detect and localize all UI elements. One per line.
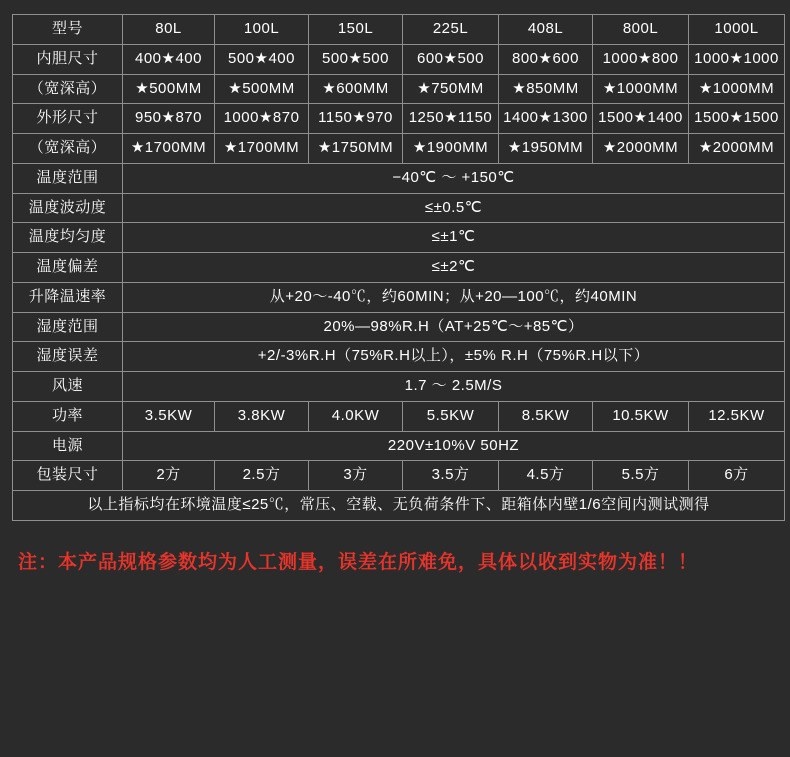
row-label-ramp-rate: 升降温速率 — [13, 282, 123, 312]
table-row-inner-dim-line1 — [13, 44, 785, 74]
header-model-5: 800L — [593, 15, 689, 45]
power-value-2: 4.0KW — [309, 401, 403, 431]
row-label-outer-dim-sub: （宽深高） — [13, 134, 123, 164]
power-value-1: 3.8KW — [215, 401, 309, 431]
package-value-3: 3.5方 — [403, 461, 499, 491]
row-value-power-supply: 220V±10%V 50HZ — [123, 431, 785, 461]
outer-dim-2-line1: 1150★970 — [309, 104, 403, 134]
table-row-humidity-error — [13, 342, 785, 372]
table-row-temp-fluctuation — [13, 193, 785, 223]
table-note-text: 以上指标均在环境温度≤25℃，常压、空载、无负荷条件下、距箱体内壁1/6空间内测试测得 — [13, 491, 785, 521]
table-row-wind-speed — [13, 372, 785, 402]
table-row-outer-dim-line2 — [13, 134, 785, 164]
inner-dim-4-line2: ★850MM — [499, 74, 593, 104]
outer-dim-5-line1: 1500★1400 — [593, 104, 689, 134]
header-model-6: 1000L — [689, 15, 785, 45]
row-value-temp-range: −40℃ ～ +150℃ — [123, 163, 785, 193]
power-value-0: 3.5KW — [123, 401, 215, 431]
outer-dim-4-line2: ★1950MM — [499, 134, 593, 164]
inner-dim-0-line1: 400★400 — [123, 44, 215, 74]
table-row-power — [13, 401, 785, 431]
power-value-5: 10.5KW — [593, 401, 689, 431]
inner-dim-2-line2: ★600MM — [309, 74, 403, 104]
inner-dim-6-line1: 1000★1000 — [689, 44, 785, 74]
row-label-humidity-range: 湿度范围 — [13, 312, 123, 342]
package-value-6: 6方 — [689, 461, 785, 491]
outer-dim-6-line1: 1500★1500 — [689, 104, 785, 134]
inner-dim-3-line2: ★750MM — [403, 74, 499, 104]
row-label-temp-range: 温度范围 — [13, 163, 123, 193]
header-model-4: 408L — [499, 15, 593, 45]
inner-dim-2-line1: 500★500 — [309, 44, 403, 74]
table-row-ramp-rate — [13, 282, 785, 312]
row-label-outer-dim: 外形尺寸 — [13, 104, 123, 134]
table-row-header — [13, 15, 785, 45]
package-value-1: 2.5方 — [215, 461, 309, 491]
footer-warning-text: 注：本产品规格参数均为人工测量，误差在所难免，具体以收到实物为准！！ — [18, 551, 699, 573]
outer-dim-4-line1: 1400★1300 — [499, 104, 593, 134]
inner-dim-6-line2: ★1000MM — [689, 74, 785, 104]
table-row-temp-range — [13, 163, 785, 193]
table-row-outer-dim-line1 — [13, 104, 785, 134]
row-label-temp-deviation: 温度偏差 — [13, 253, 123, 283]
outer-dim-1-line2: ★1700MM — [215, 134, 309, 164]
table-row-temp-deviation — [13, 253, 785, 283]
outer-dim-3-line2: ★1900MM — [403, 134, 499, 164]
outer-dim-3-line1: 1250★1150 — [403, 104, 499, 134]
inner-dim-4-line1: 800★600 — [499, 44, 593, 74]
power-value-6: 12.5KW — [689, 401, 785, 431]
package-value-5: 5.5方 — [593, 461, 689, 491]
table-row-temp-uniformity — [13, 223, 785, 253]
table-row-power-supply — [13, 431, 785, 461]
package-value-4: 4.5方 — [499, 461, 593, 491]
header-model-3: 225L — [403, 15, 499, 45]
package-value-0: 2方 — [123, 461, 215, 491]
row-label-humidity-error: 湿度误差 — [13, 342, 123, 372]
header-label: 型号 — [13, 15, 123, 45]
row-value-humidity-error: +2/-3%R.H（75%R.H以上），±5% R.H（75%R.H以下） — [123, 342, 785, 372]
package-value-2: 3方 — [309, 461, 403, 491]
row-value-temp-deviation: ≤±2℃ — [123, 253, 785, 283]
inner-dim-1-line1: 500★400 — [215, 44, 309, 74]
row-value-wind-speed: 1.7 ～ 2.5M/S — [123, 372, 785, 402]
row-label-package-size: 包装尺寸 — [13, 461, 123, 491]
row-label-wind-speed: 风速 — [13, 372, 123, 402]
table-row-note — [13, 491, 785, 521]
inner-dim-3-line1: 600★500 — [403, 44, 499, 74]
outer-dim-2-line2: ★1750MM — [309, 134, 403, 164]
row-value-temp-fluctuation: ≤±0.5℃ — [123, 193, 785, 223]
row-label-power: 功率 — [13, 401, 123, 431]
row-label-inner-dim-sub: （宽深高） — [13, 74, 123, 104]
header-model-2: 150L — [309, 15, 403, 45]
power-value-3: 5.5KW — [403, 401, 499, 431]
outer-dim-0-line2: ★1700MM — [123, 134, 215, 164]
row-value-temp-uniformity: ≤±1℃ — [123, 223, 785, 253]
outer-dim-5-line2: ★2000MM — [593, 134, 689, 164]
table-row-inner-dim-line2 — [13, 74, 785, 104]
inner-dim-0-line2: ★500MM — [123, 74, 215, 104]
specification-table — [12, 14, 785, 521]
outer-dim-1-line1: 1000★870 — [215, 104, 309, 134]
header-model-0: 80L — [123, 15, 215, 45]
outer-dim-0-line1: 950★870 — [123, 104, 215, 134]
outer-dim-6-line2: ★2000MM — [689, 134, 785, 164]
row-value-humidity-range: 20%—98%R.H（AT+25℃～+85℃） — [123, 312, 785, 342]
row-label-inner-dim: 内胆尺寸 — [13, 44, 123, 74]
table-row-humidity-range — [13, 312, 785, 342]
row-label-power-supply: 电源 — [13, 431, 123, 461]
row-value-ramp-rate: 从+20～-40℃，约60MIN；从+20—100℃，约40MIN — [123, 282, 785, 312]
power-value-4: 8.5KW — [499, 401, 593, 431]
table-row-package-size — [13, 461, 785, 491]
inner-dim-1-line2: ★500MM — [215, 74, 309, 104]
inner-dim-5-line1: 1000★800 — [593, 44, 689, 74]
row-label-temp-fluctuation: 温度波动度 — [13, 193, 123, 223]
header-model-1: 100L — [215, 15, 309, 45]
row-label-temp-uniformity: 温度均匀度 — [13, 223, 123, 253]
inner-dim-5-line2: ★1000MM — [593, 74, 689, 104]
